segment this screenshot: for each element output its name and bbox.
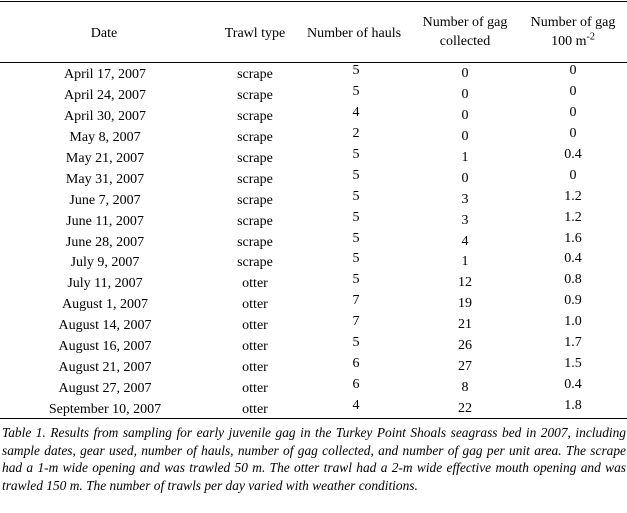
- cell-hauls: 5: [352, 167, 360, 183]
- table-row: [0, 148, 627, 169]
- table-row: [0, 294, 627, 315]
- cell-gag-collected: 22: [458, 401, 472, 416]
- cell-gag-density: 1.6: [564, 230, 582, 246]
- cell-trawl-type: scrape: [237, 108, 273, 124]
- cell-date: July 11, 2007: [67, 276, 143, 292]
- cell-hauls: 7: [352, 293, 360, 309]
- cell-date: August 21, 2007: [58, 360, 152, 376]
- table-row: [0, 190, 627, 211]
- cell-gag-collected: 3: [461, 212, 469, 228]
- cell-trawl-type: scrape: [237, 150, 273, 166]
- table-header-rule: [0, 62, 627, 63]
- table-row: [0, 273, 627, 294]
- table-row: [0, 336, 627, 357]
- cell-trawl-type: scrape: [237, 255, 273, 271]
- cell-gag-collected: 19: [458, 296, 472, 312]
- cell-gag-collected: 8: [461, 380, 469, 396]
- table-row: [0, 106, 627, 127]
- table-row: [0, 127, 627, 148]
- cell-hauls: 6: [352, 356, 360, 372]
- cell-trawl-type: otter: [242, 402, 268, 417]
- cell-gag-collected: 1: [461, 149, 469, 165]
- table-row: [0, 378, 627, 399]
- cell-gag-density: 0.9: [564, 293, 582, 309]
- cell-trawl-type: scrape: [237, 129, 273, 145]
- cell-gag-collected: 0: [461, 107, 469, 123]
- cell-trawl-type: otter: [242, 381, 268, 397]
- cell-gag-collected: 4: [461, 233, 469, 249]
- header-gag-line2: collected: [439, 34, 491, 49]
- cell-gag-density: 1.2: [564, 209, 582, 225]
- table-row: [0, 399, 627, 420]
- cell-gag-density: 0.8: [564, 272, 582, 288]
- header-density-line1: Number of gag: [530, 15, 616, 30]
- cell-date: April 24, 2007: [63, 87, 147, 103]
- cell-trawl-type: otter: [242, 360, 268, 376]
- cell-trawl-type: scrape: [237, 213, 273, 229]
- cell-date: August 1, 2007: [62, 297, 148, 313]
- cell-gag-collected: 3: [461, 191, 469, 207]
- cell-hauls: 2: [352, 125, 360, 141]
- cell-trawl-type: scrape: [237, 234, 273, 250]
- header-gag-density: [519, 13, 627, 51]
- cell-hauls: 5: [352, 188, 360, 204]
- cell-gag-density: 0.4: [564, 377, 582, 393]
- cell-gag-density: 0: [569, 125, 577, 141]
- header-density-exponent: -2: [586, 31, 595, 43]
- table-row: [0, 211, 627, 232]
- cell-gag-collected: 0: [461, 66, 469, 81]
- table-caption: Table 1. Results from sampling for early juvenile gag in the Turkey Point Shoals seagrass bed in 2007, including sample dates, gear used, number of hauls, number of gag collected, and number of gag per unit area. The scrape had a 1-m wide opening and was trawled 50 m. The otter trawl had a 2-m wide effective mouth opening and was trawled 150 m. The number of trawls per day varied with weather conditions.: [2, 425, 626, 493]
- cell-date: June 11, 2007: [66, 213, 144, 229]
- cell-gag-density: 1.5: [564, 356, 582, 372]
- cell-hauls: 5: [352, 335, 360, 351]
- cell-trawl-type: scrape: [237, 87, 273, 103]
- cell-date: June 28, 2007: [65, 234, 145, 250]
- cell-hauls: 4: [352, 398, 360, 413]
- table-row: [0, 64, 627, 85]
- cell-gag-collected: 0: [461, 170, 469, 186]
- cell-gag-density: 1.2: [564, 188, 582, 204]
- cell-gag-collected: 21: [458, 317, 472, 333]
- cell-date: April 17, 2007: [63, 67, 147, 82]
- table-row: [0, 85, 627, 106]
- cell-date: April 30, 2007: [63, 108, 147, 124]
- header-trawl-type: Trawl type: [224, 26, 286, 41]
- table-row: [0, 315, 627, 336]
- cell-trawl-type: otter: [242, 276, 268, 292]
- cell-date: May 31, 2007: [65, 171, 145, 187]
- cell-date: August 27, 2007: [58, 381, 152, 397]
- header-gag-line1: Number of gag: [422, 15, 508, 30]
- cell-hauls: 5: [352, 230, 360, 246]
- cell-gag-density: 1.0: [564, 314, 582, 330]
- cell-gag-collected: 12: [458, 275, 472, 291]
- cell-gag-collected: 0: [461, 128, 469, 144]
- header-date: Date: [90, 26, 118, 41]
- header-density-unit: 100 m: [551, 34, 587, 49]
- cell-gag-density: 0: [569, 63, 577, 78]
- table-row: [0, 232, 627, 253]
- cell-hauls: 5: [352, 251, 360, 267]
- cell-gag-density: 1.7: [564, 335, 582, 351]
- table-row: [0, 357, 627, 378]
- cell-date: August 16, 2007: [58, 339, 152, 355]
- header-density-line2: [519, 32, 627, 51]
- cell-trawl-type: otter: [242, 318, 268, 334]
- header-number-of-hauls: Number of hauls: [306, 26, 402, 41]
- cell-gag-density: 0: [569, 104, 577, 120]
- header-number-of-gag-collected: [410, 13, 520, 51]
- cell-trawl-type: otter: [242, 339, 268, 355]
- cell-trawl-type: scrape: [237, 192, 273, 208]
- cell-hauls: 5: [352, 209, 360, 225]
- cell-hauls: 5: [352, 83, 360, 99]
- cell-date: August 14, 2007: [58, 318, 152, 334]
- table-top-rule: [0, 1, 627, 2]
- table-row: [0, 252, 627, 273]
- cell-hauls: 5: [352, 272, 360, 288]
- cell-date: May 21, 2007: [65, 150, 145, 166]
- cell-gag-collected: 0: [461, 86, 469, 102]
- table-bottom-rule: [0, 418, 627, 419]
- cell-date: July 9, 2007: [70, 255, 140, 271]
- cell-gag-density: 0.4: [564, 251, 582, 267]
- cell-hauls: 5: [352, 146, 360, 162]
- cell-trawl-type: scrape: [237, 67, 273, 82]
- cell-hauls: 5: [352, 63, 360, 78]
- cell-gag-density: 1.8: [564, 398, 582, 413]
- cell-gag-density: 0: [569, 83, 577, 99]
- cell-gag-collected: 27: [458, 359, 472, 375]
- table-body: [0, 64, 627, 420]
- cell-trawl-type: scrape: [237, 171, 273, 187]
- cell-gag-collected: 26: [458, 338, 472, 354]
- cell-gag-density: 0: [569, 167, 577, 183]
- cell-hauls: 7: [352, 314, 360, 330]
- table-row: [0, 169, 627, 190]
- cell-hauls: 4: [352, 104, 360, 120]
- cell-hauls: 6: [352, 377, 360, 393]
- cell-date: May 8, 2007: [69, 129, 141, 145]
- cell-date: June 7, 2007: [69, 192, 141, 208]
- cell-gag-collected: 1: [461, 254, 469, 270]
- cell-date: September 10, 2007: [48, 402, 162, 417]
- cell-gag-density: 0.4: [564, 146, 582, 162]
- cell-trawl-type: otter: [242, 297, 268, 313]
